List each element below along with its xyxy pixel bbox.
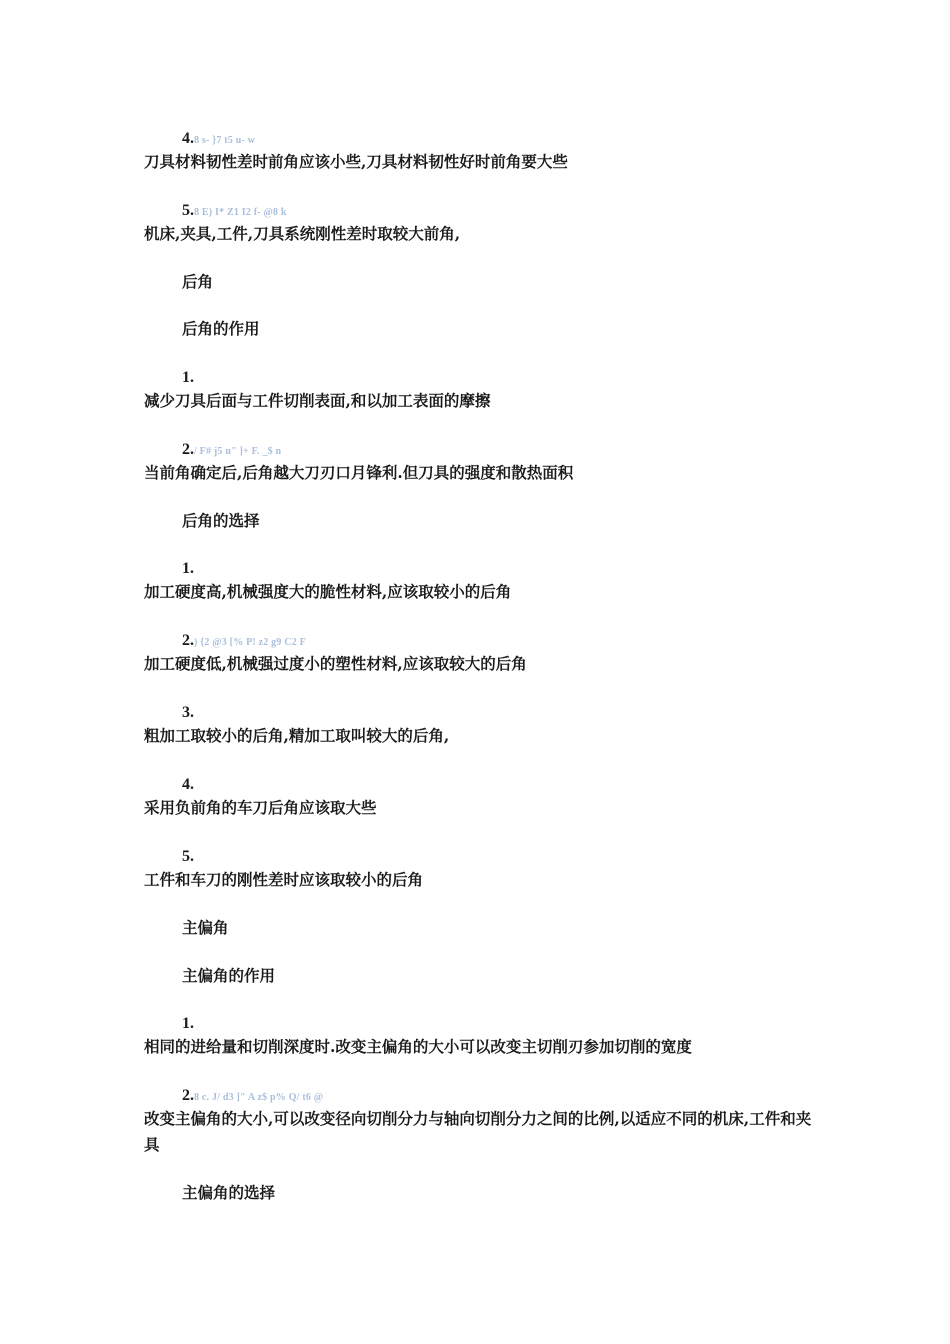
list-number-label: 1.	[182, 369, 194, 386]
paragraph: 加工硬度低,机械强过度小的塑性材料,应该取较大的后角	[144, 654, 527, 673]
subsection-heading: 后角的作用	[182, 319, 260, 338]
list-number	[182, 367, 194, 388]
paragraph: 采用负前角的车刀后角应该取大些	[144, 798, 377, 817]
list-number	[182, 702, 194, 723]
list-number-label: 2.	[182, 441, 194, 458]
paragraph: 机床,夹具,工件,刀具系统刚性差时取较大前角,	[144, 224, 461, 243]
paragraph: 刀具材料韧性差时前角应该小些,刀具材料韧性好时前角要大些	[144, 152, 568, 171]
list-number	[182, 439, 281, 462]
paragraph: 减少刀具后面与工件切削表面,和以加工表面的摩擦	[144, 391, 491, 410]
list-number	[182, 1013, 194, 1034]
section-heading: 主偏角	[182, 918, 229, 937]
list-number	[182, 1085, 323, 1108]
list-number-label: 5.	[182, 202, 194, 219]
paragraph: 相同的进给量和切削深度时.改变主偏角的大小可以改变主切削刃参加切削的宽度	[144, 1037, 692, 1056]
list-number	[182, 558, 194, 579]
paragraph: 当前角确定后,后角越大刀刃口月锋利.但刀具的强度和散热面积	[144, 463, 574, 482]
list-number-label: 2.	[182, 632, 194, 649]
subsection-heading: 后角的选择	[182, 511, 260, 530]
noise-text: / F# j5 u" ]+ F. _$ n	[194, 446, 282, 457]
section-heading: 后角	[182, 272, 214, 291]
noise-text: 8 c. J/ d3 ]" A z$ p% Q/ t6 @	[194, 1092, 324, 1103]
list-number	[182, 846, 194, 867]
noise-text: 8 E) I* Z1 I2 f- @8 k	[194, 207, 287, 218]
list-number-label: 1.	[182, 560, 194, 577]
list-number-label: 3.	[182, 704, 194, 721]
paragraph: 改变主偏角的大小,可以改变径向切削分力与轴向切削分力之间的比例,以适应不同的机床,工件和夹具	[144, 1109, 812, 1154]
noise-text: 8 s- }7 t5 u- w	[194, 135, 256, 146]
list-number-label: 5.	[182, 848, 194, 865]
paragraph: 加工硬度高,机械强度大的脆性材料,应该取较小的后角	[144, 582, 512, 601]
list-number-label: 2.	[182, 1087, 194, 1104]
list-number	[182, 200, 287, 223]
noise-text: ) {2 @3 [% P! z2 g9 C2 F	[194, 637, 306, 648]
list-number-label: 4.	[182, 776, 194, 793]
list-number-label: 1.	[182, 1015, 194, 1032]
list-number	[182, 630, 306, 653]
subsection-heading: 主偏角的选择	[182, 1183, 276, 1202]
paragraph: 粗加工取较小的后角,精加工取叫较大的后角,	[144, 726, 450, 745]
subsection-heading: 主偏角的作用	[182, 966, 276, 985]
list-number-label: 4.	[182, 130, 194, 147]
list-number	[182, 128, 255, 151]
list-number	[182, 774, 194, 795]
paragraph: 工件和车刀的刚性差时应该取较小的后角	[144, 870, 424, 889]
